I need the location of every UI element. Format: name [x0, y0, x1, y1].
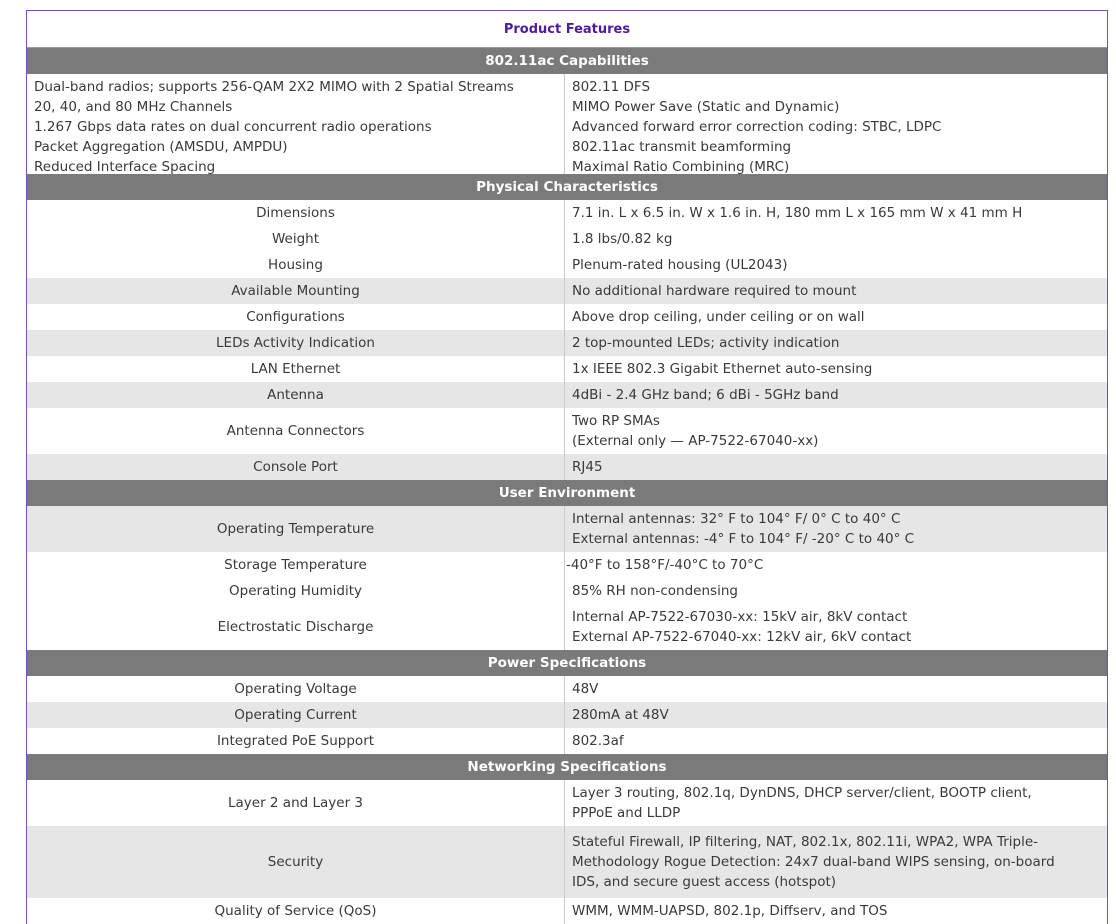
- row-value: [565, 226, 1107, 252]
- capability-item: Advanced forward error correction coding: STBC, LDPC: [572, 119, 942, 135]
- capabilities-left-column: [27, 74, 565, 174]
- capability-item: Dual-band radios; supports 256-QAM 2X2 MIMO with 2 Spatial Streams: [34, 79, 514, 95]
- row-label: Weight: [27, 226, 565, 252]
- row-value: [565, 702, 1107, 728]
- row-label: Electrostatic Discharge: [27, 604, 565, 650]
- table-row: [27, 356, 1107, 382]
- section-header-environment: User Environment: [27, 480, 1107, 506]
- table-row: [27, 200, 1107, 226]
- row-value: [565, 382, 1107, 408]
- row-label: Available Mounting: [27, 278, 565, 304]
- table-row: [27, 330, 1107, 356]
- table-row: [27, 552, 1107, 578]
- capabilities-right-column: [565, 74, 1107, 174]
- row-label: Configurations: [27, 304, 565, 330]
- row-value: [565, 330, 1107, 356]
- value-line: 1.8 lbs/0.82 kg: [572, 231, 673, 247]
- value-line: IDS, and secure guest access (hotspot): [572, 874, 837, 890]
- value-line: Above drop ceiling, under ceiling or on wall: [572, 309, 865, 325]
- row-value: [565, 604, 1107, 650]
- row-label: Console Port: [27, 454, 565, 480]
- section-header-capabilities: 802.11ac Capabilities: [27, 48, 1107, 74]
- table-title: Product Features: [27, 11, 1107, 48]
- row-value: [565, 780, 1107, 826]
- row-value: [565, 454, 1107, 480]
- value-line: 802.3af: [572, 733, 624, 749]
- table-row: [27, 226, 1107, 252]
- row-label: Integrated PoE Support: [27, 728, 565, 754]
- table-row: [27, 604, 1107, 650]
- capability-item: MIMO Power Save (Static and Dynamic): [572, 99, 840, 115]
- row-label: Operating Temperature: [27, 506, 565, 552]
- row-value: [565, 676, 1107, 702]
- section-header-power: Power Specifications: [27, 650, 1107, 676]
- capability-item: Reduced Interface Spacing: [34, 159, 216, 175]
- table-row: [27, 278, 1107, 304]
- row-value: [565, 826, 1107, 898]
- table-row: [27, 676, 1107, 702]
- row-value: [565, 252, 1107, 278]
- row-label: LEDs Activity Indication: [27, 330, 565, 356]
- capabilities-block: [27, 74, 1107, 174]
- value-line: Methodology Rogue Detection: 24x7 dual-band WIPS sensing, on-board: [572, 854, 1055, 870]
- row-value: [565, 200, 1107, 226]
- row-value: [565, 578, 1107, 604]
- table-row: [27, 826, 1107, 898]
- value-line: Layer 3 routing, 802.1q, DynDNS, DHCP server/client, BOOTP client,: [572, 785, 1032, 801]
- row-label: Operating Current: [27, 702, 565, 728]
- table-row: [27, 728, 1107, 754]
- table-row: [27, 454, 1107, 480]
- row-value: [565, 552, 1107, 578]
- row-label: Operating Voltage: [27, 676, 565, 702]
- row-value: [565, 728, 1107, 754]
- capability-item: 802.11ac transmit beamforming: [572, 139, 792, 155]
- section-header-physical: Physical Characteristics: [27, 174, 1107, 200]
- table-row: [27, 382, 1107, 408]
- row-label: Storage Temperature: [27, 552, 565, 578]
- row-value: [565, 898, 1107, 924]
- value-line: 7.1 in. L x 6.5 in. W x 1.6 in. H, 180 mm L x 165 mm W x 41 mm H: [572, 205, 1023, 221]
- capability-item: 1.267 Gbps data rates on dual concurrent radio operations: [34, 119, 432, 135]
- table-row: [27, 304, 1107, 330]
- value-line: No additional hardware required to mount: [572, 283, 857, 299]
- value-line: 85% RH non-condensing: [572, 583, 738, 599]
- capability-item: Packet Aggregation (AMSDU, AMPDU): [34, 139, 288, 155]
- capability-item: 802.11 DFS: [572, 79, 651, 95]
- row-value: [565, 304, 1107, 330]
- value-line: 280mA at 48V: [572, 707, 669, 723]
- value-line: Plenum-rated housing (UL2043): [572, 257, 788, 273]
- row-label: Antenna: [27, 382, 565, 408]
- table-row: [27, 408, 1107, 454]
- capability-item: 20, 40, and 80 MHz Channels: [34, 99, 233, 115]
- row-label: Operating Humidity: [27, 578, 565, 604]
- value-line: WMM, WMM-UAPSD, 802.1p, Diffserv, and TOS: [572, 903, 888, 919]
- row-value: [565, 408, 1107, 454]
- value-line: 4dBi - 2.4 GHz band; 6 dBi - 5GHz band: [572, 387, 839, 403]
- value-line: Internal antennas: 32° F to 104° F/ 0° C to 40° C: [572, 511, 901, 527]
- value-line: Internal AP-7522-67030-xx: 15kV air, 8kV contact: [572, 609, 908, 625]
- table-row: [27, 252, 1107, 278]
- table-row: [27, 578, 1107, 604]
- value-line: (External only — AP-7522-67040-xx): [572, 433, 819, 449]
- value-line: 1x IEEE 802.3 Gigabit Ethernet auto-sensing: [572, 361, 873, 377]
- row-value: [565, 356, 1107, 382]
- row-label: Dimensions: [27, 200, 565, 226]
- table-row: [27, 702, 1107, 728]
- row-label: LAN Ethernet: [27, 356, 565, 382]
- table-row: [27, 780, 1107, 826]
- table-row: [27, 506, 1107, 552]
- row-value: [565, 506, 1107, 552]
- row-label: Layer 2 and Layer 3: [27, 780, 565, 826]
- table-row: [27, 898, 1107, 924]
- value-line: PPPoE and LLDP: [572, 805, 681, 821]
- value-line: Two RP SMAs: [572, 413, 660, 429]
- value-line: -40°F to 158°F/-40°C to 70°C: [566, 557, 764, 573]
- section-header-networking: Networking Specifications: [27, 754, 1107, 780]
- value-line: Stateful Firewall, IP filtering, NAT, 802.1x, 802.11i, WPA2, WPA Triple-: [572, 834, 1039, 850]
- row-label: Housing: [27, 252, 565, 278]
- value-line: External antennas: -4° F to 104° F/ -20° C to 40° C: [572, 531, 915, 547]
- value-line: 48V: [572, 681, 599, 697]
- row-label: Antenna Connectors: [27, 408, 565, 454]
- row-label: Quality of Service (QoS): [27, 898, 565, 924]
- value-line: 2 top-mounted LEDs; activity indication: [572, 335, 840, 351]
- row-value: [565, 278, 1107, 304]
- row-label: Security: [27, 826, 565, 898]
- capability-item: Maximal Ratio Combining (MRC): [572, 159, 790, 175]
- product-features-table: [26, 10, 1108, 924]
- value-line: RJ45: [572, 459, 603, 475]
- value-line: External AP-7522-67040-xx: 12kV air, 6kV contact: [572, 629, 912, 645]
